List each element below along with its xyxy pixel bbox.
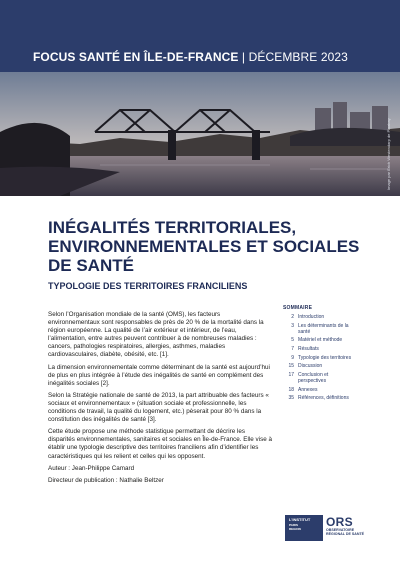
toc-item[interactable] <box>283 372 353 384</box>
toc-item[interactable] <box>283 323 353 335</box>
subtitle: TYPOLOGIE DES TERRITOIRES FRANCILIENS <box>48 281 248 291</box>
title-separator: | <box>241 50 246 64</box>
toc-page: 5 <box>291 337 294 344</box>
main-title <box>48 218 368 275</box>
toc-item[interactable] <box>283 314 353 320</box>
toc-title: SOMMAIRE <box>283 305 313 311</box>
toc-label: Matériel et méthode <box>298 337 343 344</box>
toc-page: 17 <box>288 371 294 378</box>
intro-text <box>48 311 273 489</box>
toc-label: Conclusion et perspectives <box>298 371 329 384</box>
title-line: DE SANTÉ <box>48 256 134 275</box>
author: Auteur : Jean-Philippe Camard <box>48 464 135 472</box>
title-line: INÉGALITÉS TERRITORIALES, <box>48 218 297 237</box>
ors-logo <box>326 516 386 537</box>
toc-label: Références, définitions <box>298 395 349 402</box>
toc-item[interactable] <box>283 355 353 361</box>
toc-item[interactable] <box>283 337 353 343</box>
paragraph: Selon l’Organisation mondiale de la santé (OMS), les facteurs environnementaux sont responsables de près de 20 % de la mortalité dans la région européenne. La qualité de l’air extérieur et intérieur, de l’eau, l’alimentation, entre autres peuvent contribuer à de nombreuses maladies : cancers, pathologies respiratoires, allergies, asthmes, maladies cardiovasculaires, diabète, obésité, etc. [1]. <box>48 311 264 359</box>
toc-page: 7 <box>291 345 294 352</box>
publication-date: DÉCEMBRE 2023 <box>248 50 348 64</box>
toc-item[interactable] <box>283 346 353 352</box>
toc-label: Les déterminants de la santé <box>298 322 349 335</box>
paragraph: Selon la Stratégie nationale de santé de 2013, la part attribuable des facteurs « sociaux et environnementaux » (situation sociale et professionnelle, les conditions de travail, la qualité du logement, etc.) pèserait pour 80 % dans la constitution des inégalités de santé [3]. <box>48 391 269 424</box>
toc-page: 15 <box>288 363 294 370</box>
toc-page: 3 <box>291 322 294 329</box>
toc-page: 9 <box>291 354 294 361</box>
toc-item[interactable] <box>283 387 353 393</box>
institut-paris-region-logo <box>285 515 323 541</box>
title-line: ENVIRONNEMENTALES ET SOCIALES <box>48 237 360 256</box>
paragraph: Cette étude propose une méthode statistique permettant de décrire les disparités environnementales, sanitaires et sociales en Île-de-France. Elle vise à établir une typologie descriptive des territoires franciliens afin d’identifier les caractéristiques qui les relient et celles qui les opposent. <box>48 428 273 460</box>
toc-page: 2 <box>291 314 294 320</box>
photo-credit: Image par Erich Westendarp de Pixabay <box>386 118 391 190</box>
toc-label: Annexes <box>298 386 318 393</box>
toc-page: 35 <box>288 395 294 402</box>
table-of-contents <box>283 305 353 404</box>
toc-label: Discussion <box>298 363 323 370</box>
toc-page: 18 <box>288 386 294 393</box>
logo-line: PARIS <box>289 522 298 527</box>
ors-line: RÉGIONAL DE SANTÉ <box>326 532 365 537</box>
publisher: Directeur de publication : Nathalie Beltzer <box>48 476 164 484</box>
logo-line: L’INSTITUT <box>289 517 311 522</box>
cover-photo <box>0 72 400 196</box>
header-banner <box>0 0 400 196</box>
ors-line: OBSERVATOIRE <box>326 528 355 532</box>
ors-wordmark: ORS <box>326 515 353 529</box>
toc-label: Introduction <box>298 314 325 320</box>
publication-series: FOCUS SANTÉ EN ÎLE-DE-FRANCE <box>33 50 239 64</box>
toc-label: Typologie des territoires <box>298 354 352 361</box>
toc-item[interactable] <box>283 395 353 401</box>
toc-item[interactable] <box>283 363 353 369</box>
publication-title <box>33 50 348 64</box>
paragraph: La dimension environnementale comme déterminant de la santé est aujourd’hui de plus en plus intégrée à l’étude des inégalités de santé en complément des inégalités sociales [2]. <box>48 363 270 387</box>
toc-label: Résultats <box>298 345 319 352</box>
logo-line: REGION <box>289 527 301 532</box>
